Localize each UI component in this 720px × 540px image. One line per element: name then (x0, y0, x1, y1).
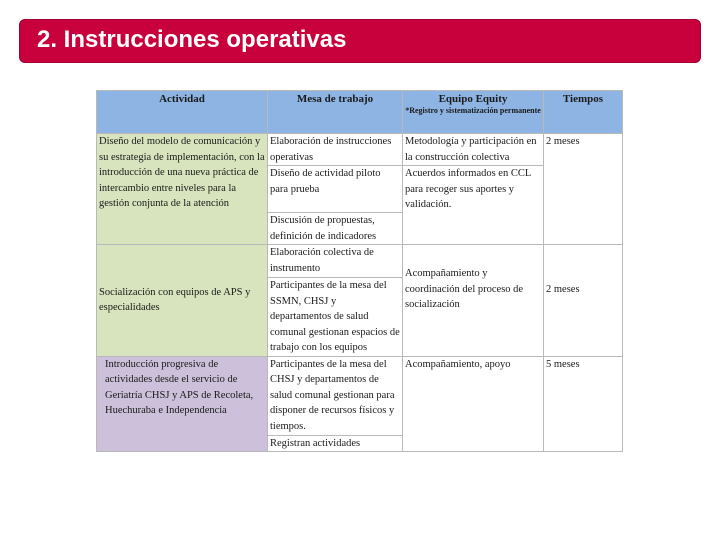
table-row (97, 245, 623, 278)
header-actividad: Actividad (97, 91, 268, 134)
row3-mesa-1: Participantes de la mesa del CHSJ y departamentos de salud comunal gestionan para disponer de recursos físicos y tiempos. (268, 356, 403, 435)
row3-actividad: Introducción progresiva de actividades desde el servicio de Geriatría CHSJ y APS de Recoleta, Huechuraba e Independencia (97, 356, 268, 452)
header-equipo-subtitle: *Registro y sistematización permanente (405, 106, 541, 115)
row1-tiempo: 2 meses (544, 134, 623, 245)
header-equipo-label: Equipo Equity (438, 93, 508, 105)
row3-tiempo: 5 meses (544, 356, 623, 452)
table-row (97, 356, 623, 435)
row2-actividad: Socialización con equipos de APS y especialidades (97, 245, 268, 357)
table-header-row (97, 91, 623, 134)
row1-mesa-1: Elaboración de instrucciones operativas (268, 134, 403, 166)
row1-mesa-2: Diseño de actividad piloto para prueba (268, 166, 403, 213)
header-mesa-de-trabajo: Mesa de trabajo (268, 91, 403, 134)
row2-equipo: Acompañamiento y coordinación del proceso de socialización (403, 245, 544, 357)
row1-mesa-3: Discusión de propuestas, definición de indicadores (268, 213, 403, 245)
row2-mesa-2: Participantes de la mesa del SSMN, CHSJ y departamentos de salud comunal gestionan espacios de trabajo con los equipos (268, 278, 403, 357)
table-row (97, 134, 623, 166)
row2-tiempo: 2 meses (544, 245, 623, 357)
row3-equipo: Acompañamiento, apoyo (403, 356, 544, 452)
slide-title-bar (19, 19, 701, 63)
header-tiempos: Tiempos (544, 91, 623, 134)
row2-mesa-1: Elaboración colectiva de instrumento (268, 245, 403, 278)
row3-mesa-2: Registran actividades (268, 435, 403, 452)
operations-table (96, 90, 623, 452)
row1-equipo-1: Metodología y participación en la construcción colectiva (403, 134, 544, 166)
row1-equipo-2: Acuerdos informados en CCL para recoger sus aportes y validación. (403, 166, 544, 245)
row1-actividad: Diseño del modelo de comunicación y su estrategia de implementación, con la introducción de una nueva práctica de intercambio entre niveles para la gestión conjunta de la atención (97, 134, 268, 245)
slide-title: 2. Instrucciones operativas (37, 26, 347, 53)
header-equipo-equity (403, 91, 544, 134)
